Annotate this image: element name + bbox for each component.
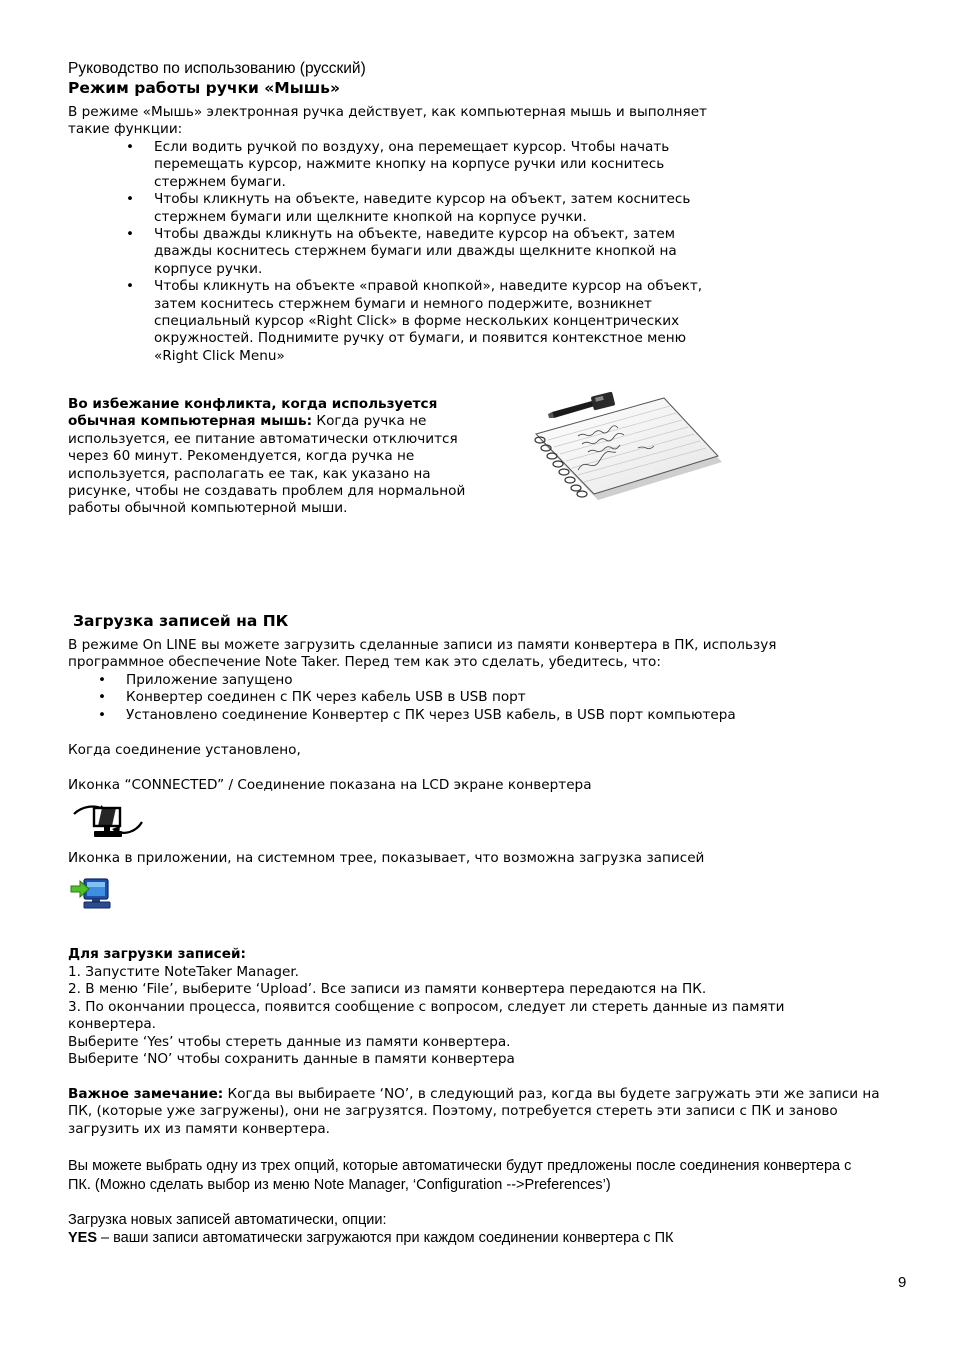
- tray-upload-icon: [70, 876, 112, 910]
- mouse-mode-intro: В режиме «Мышь» электронная ручка действует, как компьютерная мышь и выполняет такие функции:: [68, 104, 707, 138]
- mouse-mode-list: [126, 139, 729, 365]
- pen-notebook-illustration: [518, 390, 724, 502]
- list-item: • Конвертер соединен с ПК через кабель USB в USB порт: [98, 689, 526, 706]
- important-note: [68, 1086, 900, 1138]
- list-item: • Если водить ручкой по воздуху, она перемещает курсор. Чтобы начать перемещать курсор, нажмите кнопку на корпусе ручки или коснитесь стержнем бумаги.: [126, 139, 670, 190]
- conflict-heading: Во избежание конфликта, когда используется обычная компьютерная мышь:: [68, 396, 438, 430]
- list-item: • Чтобы кликнуть на объекте, наведите курсор на объект, затем коснитесь стержнем бумаги или щелкните кнопкой на корпусе ручки.: [126, 191, 691, 225]
- connected-icon: [72, 802, 146, 840]
- list-item: Выберите ‘Yes’ чтобы стереть данные из памяти конвертера.: [68, 1033, 511, 1050]
- connected-icon-caption: Иконка “CONNECTED” / Соединение показана на LCD экране конвертера: [68, 777, 592, 793]
- list-item: 3. По окончании процесса, появится сообщение с вопросом, следует ли стереть данные из памяти конвертера.: [68, 998, 785, 1033]
- list-item: • Установлено соединение Конвертер с ПК через USB кабель, в USB порт компьютера: [98, 706, 736, 723]
- list-item: Выберите ‘NO’ чтобы сохранить данные в памяти конвертера: [68, 1051, 515, 1068]
- important-note-label: Важное замечание:: [68, 1086, 224, 1102]
- tray-icon-caption: Иконка в приложении, на системном трее, показывает, что возможна загрузка записей: [68, 850, 705, 866]
- section-title-upload: Загрузка записей на ПК: [73, 612, 289, 630]
- upload-intro: В режиме On LINE вы можете загрузить сделанные записи из памяти конвертера в ПК, используя программное обеспечение Note Taker. Перед тем как это сделать, убедитесь, что:: [68, 637, 777, 671]
- list-item: 2. В меню ‘File’, выберите ‘Upload’. Все записи из памяти конвертера передаются на ПК.: [68, 981, 707, 998]
- when-connected-text: Когда соединение установлено,: [68, 742, 301, 758]
- auto-upload-title: Загрузка новых записей автоматически, опции:: [68, 1212, 387, 1228]
- list-item: • Приложение запущено: [98, 672, 293, 688]
- yes-option: [68, 1230, 888, 1247]
- list-item: 1. Запустите NoteTaker Manager.: [68, 964, 299, 980]
- yes-option-label: YES: [68, 1230, 98, 1246]
- list-item: • Чтобы кликнуть на объекте «правой кнопкой», наведите курсор на объект, затем коснитесь стержнем бумаги и немного подержите, возникнет специальный курсор «Right Click» в форме нескольких концентрических окружностей. Поднимите ручку от бумаги, и появится контекстное меню «Right Click Menu»: [126, 278, 703, 364]
- conflict-paragraph: [68, 396, 488, 518]
- options-paragraph: Вы можете выбрать одну из трех опций, которые автоматически будут предложены после соединения конвертера с ПК. (Можно сделать выбор из меню Note Manager, ‘Configuration -->Preferences’): [68, 1158, 852, 1193]
- upload-steps: [68, 964, 828, 1068]
- list-item: • Чтобы дважды кликнуть на объекте, наведите курсор на объект, затем дважды коснитесь стержнем бумаги или дважды щелкните кнопкой на корпусе ручки.: [126, 226, 677, 277]
- important-note-text: Когда вы выбираете ‘NO’, в следующий раз, когда вы будете загружать эти же записи на ПК, (которые уже загружены), они не загрузятся. Поэтому, потребуется стереть эти записи с ПК и заново загрузить их из памяти конвертера.: [68, 1086, 880, 1137]
- conflict-text: Когда ручка не используется, ее питание автоматически отключится через 60 минут. Рекомендуется, когда ручка не используется, располагать ее так, как указано на рисунке, чтобы не создавать проблем для нормальной работы обычной компьютерной мыши.: [68, 413, 466, 517]
- document-title: Руководство по использованию (русский): [68, 60, 366, 77]
- section-title-mouse-mode: Режим работы ручки «Мышь»: [68, 79, 340, 97]
- yes-option-text: – ваши записи автоматически загружаются при каждом соединении конвертера с ПК: [97, 1230, 674, 1246]
- upload-steps-title: Для загрузки записей:: [68, 946, 246, 962]
- upload-conditions-list: [98, 672, 826, 724]
- page-number: 9: [898, 1274, 907, 1291]
